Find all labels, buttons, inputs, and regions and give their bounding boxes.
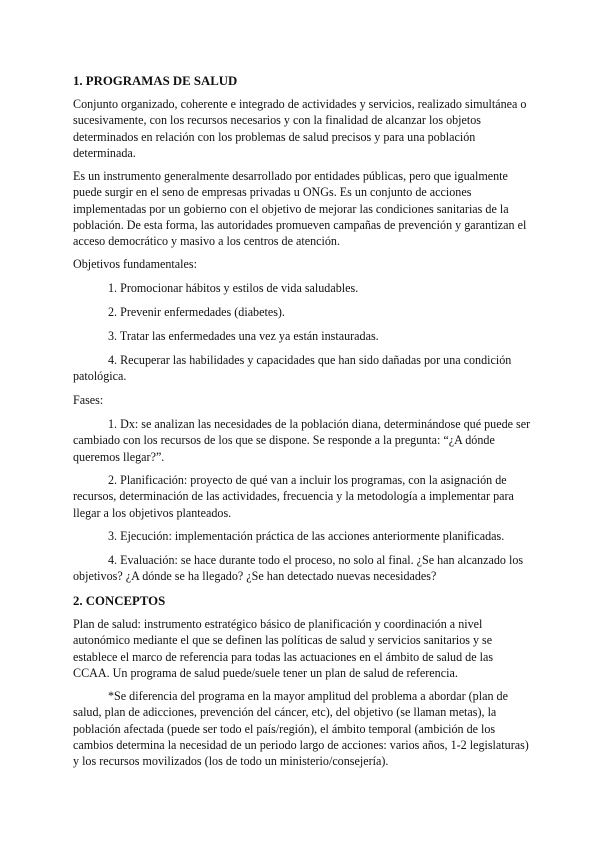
objective-item: 1. Promocionar hábitos y estilos de vida saludables. — [108, 281, 359, 295]
objective-item: 4. Recuperar las habilidades y capacidades que han sido dañadas por una condición patológica. — [73, 353, 512, 384]
paragraph-instrument: Es un instrumento generalmente desarrollado por entidades públicas, pero que igualmente puede surgir en el seno de empresas privadas u ONGs. Es un conjunto de acciones implementadas por un gobierno con el objetivo de mejorar las condiciones sanitarias de la población. De esta forma, las autoridades promueven campañas de prevención y garantizan el acceso democrático y masivo a los centros de atención. — [73, 169, 527, 249]
section-heading-programas: 1. PROGRAMAS DE SALUD — [73, 74, 238, 88]
paragraph-definition: Conjunto organizado, coherente e integrado de actividades y servicios, realizado simultánea o sucesivamente, con los recursos necesarios y con la finalidad de alcanzar los objetos determinados en relación con los problemas de salud precisos y para una población determinada. — [73, 97, 527, 160]
objectives-label: Objetivos fundamentales: — [73, 257, 197, 271]
phase-item: 3. Ejecución: implementación práctica de las acciones anteriormente planificadas. — [108, 529, 505, 543]
paragraph-diferencia: *Se diferencia del programa en la mayor amplitud del problema a abordar (plan de salud, plan de adicciones, prevención del cáncer, etc), del objetivo (se llaman metas), la población afectada (puede ser todo el país/región), el ámbito temporal (ambición de los cambios determina la necesidad de un periodo largo de acciones: varios años, 1-2 legislaturas) y los recursos movilizados (los de todo un ministerio/consejería). — [73, 689, 529, 769]
section-heading-conceptos: 2. CONCEPTOS — [73, 594, 166, 608]
objective-item: 2. Prevenir enfermedades (diabetes). — [108, 305, 285, 319]
phase-item: 1. Dx: se analizan las necesidades de la población diana, determinándose qué puede ser cambiado con los recursos de los que se dispone. Se responde a la pregunta: “¿A dónde queremos llegar?”. — [73, 417, 531, 464]
phase-item: 2. Planificación: proyecto de qué van a incluir los programas, con la asignación de recursos, determinación de las actividades, frecuencia y la metodología a implementar para llegar a los objetivos planteados. — [73, 473, 514, 520]
phases-label: Fases: — [73, 393, 104, 407]
objective-item: 3. Tratar las enfermedades una vez ya están instauradas. — [108, 329, 379, 343]
phase-item: 4. Evaluación: se hace durante todo el proceso, no solo al final. ¿Se han alcanzado los objetivos? ¿A dónde se ha llegado? ¿Se han detectado nuevas necesidades? — [73, 553, 524, 584]
paragraph-plan-de-salud: Plan de salud: instrumento estratégico básico de planificación y coordinación a nivel autonómico mediante el que se definen las políticas de salud y servicios sanitarios y se establece el marco de referencia para todas las actuaciones en el ámbito de salud de las CCAA. Un programa de salud puede/suele tener un plan de salud de referencia. — [73, 617, 494, 680]
